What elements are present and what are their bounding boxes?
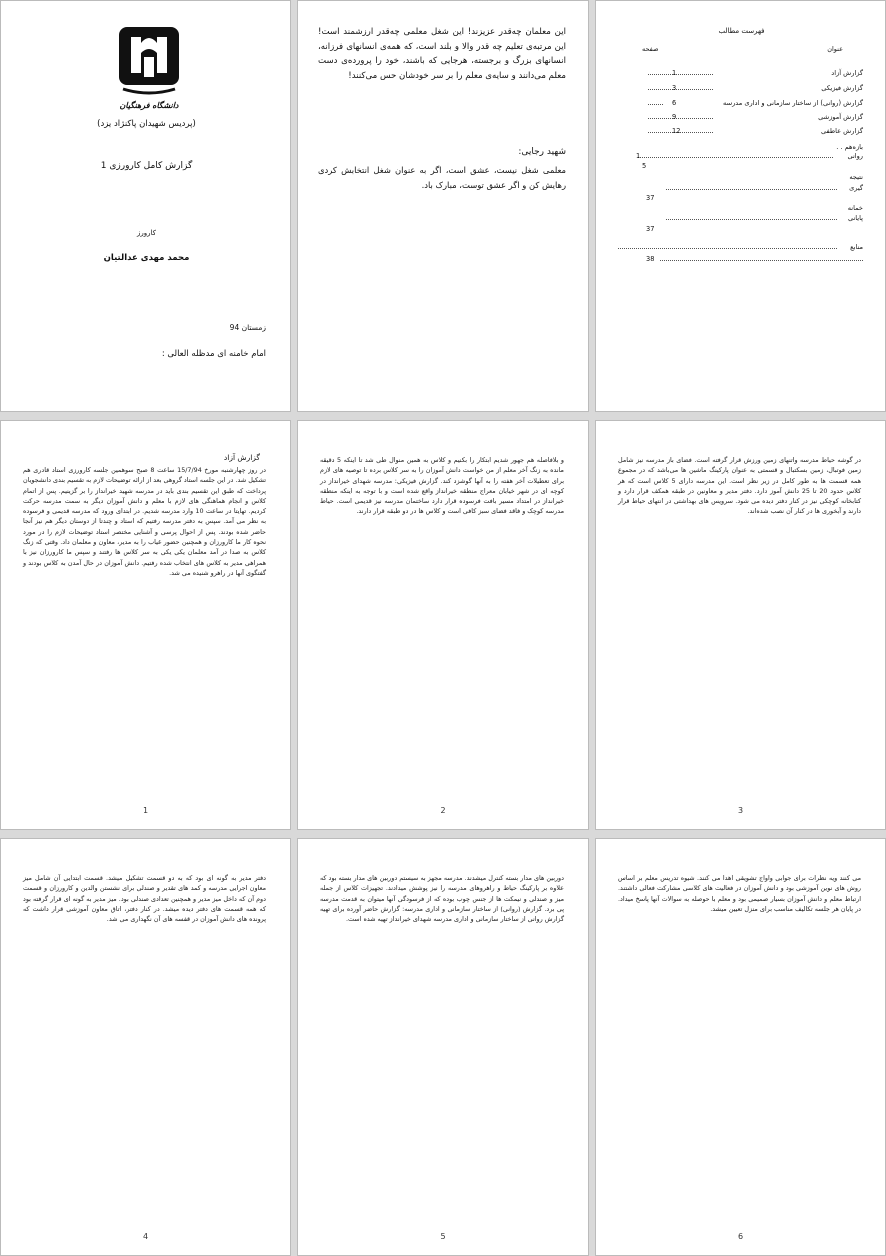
page-number: 2 <box>440 806 446 815</box>
toc-col-page: صفحه <box>642 45 659 53</box>
page-3 <box>595 420 886 830</box>
report-title: گزارش کامل کارورزی 1 <box>100 161 193 171</box>
page-4 <box>0 838 291 1256</box>
university-logo <box>113 23 185 111</box>
toc-extra: منابع <box>618 243 863 251</box>
author-label: کارورز <box>137 229 156 237</box>
toc-extra: روانی 1 <box>636 152 863 160</box>
page-number: 5 <box>440 1232 446 1241</box>
cover-page <box>0 0 291 412</box>
dedication: امام خامنه ای مدظله العالی : <box>161 349 266 359</box>
page-6 <box>595 838 886 1256</box>
page-number: 1 <box>142 806 149 815</box>
quote-author-rajaei: شهید رجایی: <box>518 147 566 157</box>
body-text: دفتر مدیر به گونه ای بود که به دو قسمت تشکیل میشد. قسمت ابتدایی آن شامل میز معاون اجرایی مدرسه و کمد های تقدیر و صندلی برای نشستن والدین و کارورزان و قسمت دوم آن که داخل میز مدیر و همچنین تعدادی صندلی بود. میز مدیر به گونه ای قرار گرفته بود که همه قسمت های دفتر دیده میشد. در کنار دفتر، اتاق معاون آموزشی قرار داشت که پرونده های دانش آموزان در قفسه های آن نگهداری می شد. <box>23 874 266 924</box>
toc-item[interactable]: گزارش عاطفی 12 <box>618 127 863 135</box>
toc-item[interactable]: گزارش (روانی) از ساختار سازمانی و اداری مدرسه 6 <box>618 99 863 107</box>
toc-extra: بازه‌هم . . <box>836 143 863 151</box>
page-number: 6 <box>737 1232 744 1241</box>
toc-page: فهرست مطالب عنوان صفحه گزارش آزاد 1 گزارش فیزیکی 3 گزارش (روانی) از ساختار سازمانی و اداری مدرسه 6 گزارش آموزشی 9 گزارش عاطفی 12 بازه‌هم . . روانی 1 5 نتیجه گیری 37 خمانه پایانی 37 منابع 38 <box>595 0 886 412</box>
toc-extra: گیری <box>646 184 863 192</box>
campus-name: (پردیس شهیدان پاکنژاد یزد) <box>97 119 196 129</box>
toc-extra: نتیجه <box>849 173 863 181</box>
page-1 <box>0 420 291 830</box>
toc-col-title: عنوان <box>827 45 843 53</box>
body-text: می کنند ویه نظرات برای جوابی واواج تشویقی اهدا می کنند. شیوه تدریس معلم بر اساس روش های نوین آموزشی بود و دانش آموزان در فعالیت های کلاسی مشارکت فعالی داشتند. ارتباط معلم و دانش آموزان بسیار صمیمی بود و معلم با حوصله به سوالات آنها پاسخ میداد. در پایان هر جلسه تکالیف مناسب برای منزل تعیین میشد. <box>618 874 861 913</box>
logo-caption: دانشگاه فرهنگیان <box>119 101 179 110</box>
report-date: زمستان 94 <box>229 323 266 332</box>
toc-extra: پایانی <box>646 214 863 222</box>
body-text: دوربین های مدار بسته کنترل میشدند. مدرسه مجهز به سیستم دوربین های مدار بسته بود که علاوه بر پارکینگ حیاط و راهروهای مدرسه را نیز پوشش میدادند. تجهیزات کلاس از جمله میز و صندلی و نیمکت ها از جنس چوب بوده که از فرسودگی آنها میتوان به قدمت مدرسه پی برد. گزارش (روانی) از ساختار سازمانی و اداری مدرسه: گزارش حاضر آورده برای تهیه گزارش روانی از ساختار سازمانی و اداری مدرسه شهدای خیرانداز تهیه شده است. <box>320 874 564 924</box>
body-text: و بلافاصله هم جهور شدیم ابتکار را بکنیم و کلاس به همین منوال طی شد تا اینکه 5 دقیقه مانده به زنگ آخر معلم از من خواست دانش آموزان را به سر کلاس برده تا توصیه های لازم برای تعطیلات آخر هفته را به آنها گوشزد کند. گزارش فیزیکی: مدرسه شهدای خیرانداز در کوچه ای در شهر خیابان معراج منطقه خیرانداز واقع شده است و با توجه به اینکه منطقه خیرانداز در امتداد مسیر بافت فرسوده قرار دارد ساختمان مدرسه نیز قدیمی است. حیاط مدرسه کوچک و فاقد فضای سبز کافی است و کلاس ها در دو طبقه قرار دارند. <box>320 456 564 516</box>
page-number: 4 <box>142 1232 149 1241</box>
page-5 <box>297 838 589 1256</box>
author-name: محمد مهدی عدالتیان <box>103 253 190 263</box>
page-2 <box>297 420 589 830</box>
section-heading: گزارش آزاد <box>223 453 260 462</box>
toc-title: فهرست مطالب <box>718 27 765 35</box>
body-text: در گوشه حیاط مدرسه واتنهای زمین ورزش قرار گرفته است. فضای باز مدرسه نیز شامل زمین فوتبال، زمین بسکتبال و قسمتی به عنوان پارکینگ ماشین ها می‌باشد که در مجموع همه قسمت ها به طور کامل در زیر نظر است. این مدرسه دارای 5 کلاس است که هر کلاس حدود 20 تا 25 دانش آموز دارد. دفتر مدیر و معاونین در طبقه همکف قرار دارد و کتابخانه کوچکی نیز در کنار دفتر دیده می شود. سرویس های بهداشتی در انتهای حیاط قرار دارند و آبخوری ها در کنار آن نصب شده‌اند. <box>618 456 861 516</box>
quotes-page <box>297 0 589 412</box>
quote-rajaei: معلمی شغل نیست، عشق است، اگر به عنوان شغل انتخابش کردی رهایش کن و اگر عشق توست، مبارک باد. <box>318 165 566 190</box>
toc-item[interactable]: گزارش فیزیکی 3 <box>618 84 863 92</box>
toc-item[interactable]: گزارش آموزشی 9 <box>618 113 863 121</box>
toc-item[interactable]: گزارش آزاد 1 <box>618 69 863 77</box>
toc-extra: خمانه <box>847 204 863 212</box>
quote-khamenei: این معلمان چه‌قدر عزیزند! این شغل معلمی چه‌قدر ارزشمند است! این مرتبه‌ی تعلیم چه قدر والا و بلند است، که همه‌ی انسانهای فرزانه، انسانهای بزرگ و برجسته، هرجایی که باشند، خود را پرورده‌ی دست معلم می‌دانند و سایه‌ی معلم را بر سر خودشان حس می‌کنند! <box>318 27 566 81</box>
page-number: 3 <box>737 806 744 815</box>
body-text: در روز چهارشنبه مورخ 15/7/94 ساعت 8 صبح سوهمین جلسه کارورزی استاد قادری هم تشکیل شد. در این جلسه استاد گروهی بعد از ارائه توضیحات لازم به تقسیم بندی دانشجویان پرداخت که طبق این تقسیم بندی باید در مدرسه شهید خیرانداز را بر گزینیم. پس از اتمام کلاس و انجام هماهنگی های لازم با معلم و دانش آموزان دیگر به سمت مدرسه حرکت کردیم. تهایتا در ساعت 10 وارد مدرسه شدیم. در ابتدای ورود که مدرسه قدیمی و فرسوده به نظر می آمد. سپس به دفتر مدرسه رفتیم که استاد و چندتا از دوستان دیگر هم نیز آنجا حاضر شده بودند. پس از احوال پرسی و آشنایی مختصر استاد توضیحات لازم را در مورد نحوه کار ما کارورزان و همچنین حضور غیاب را به مدیر، معاون و معلمان داد. وقتی که زنگ کلاس به صدا در آمد معلمان یکی یکی به سر کلاس ها رفتند و سپس ما کارورزان نیز با همراهی مدیر به کلاس های انتخاب شده رفتیم. دانش آموزان در حال آمدن به کلاس بودند و گفتگوی آنها در راهرو شنیده می شد. <box>23 466 267 577</box>
